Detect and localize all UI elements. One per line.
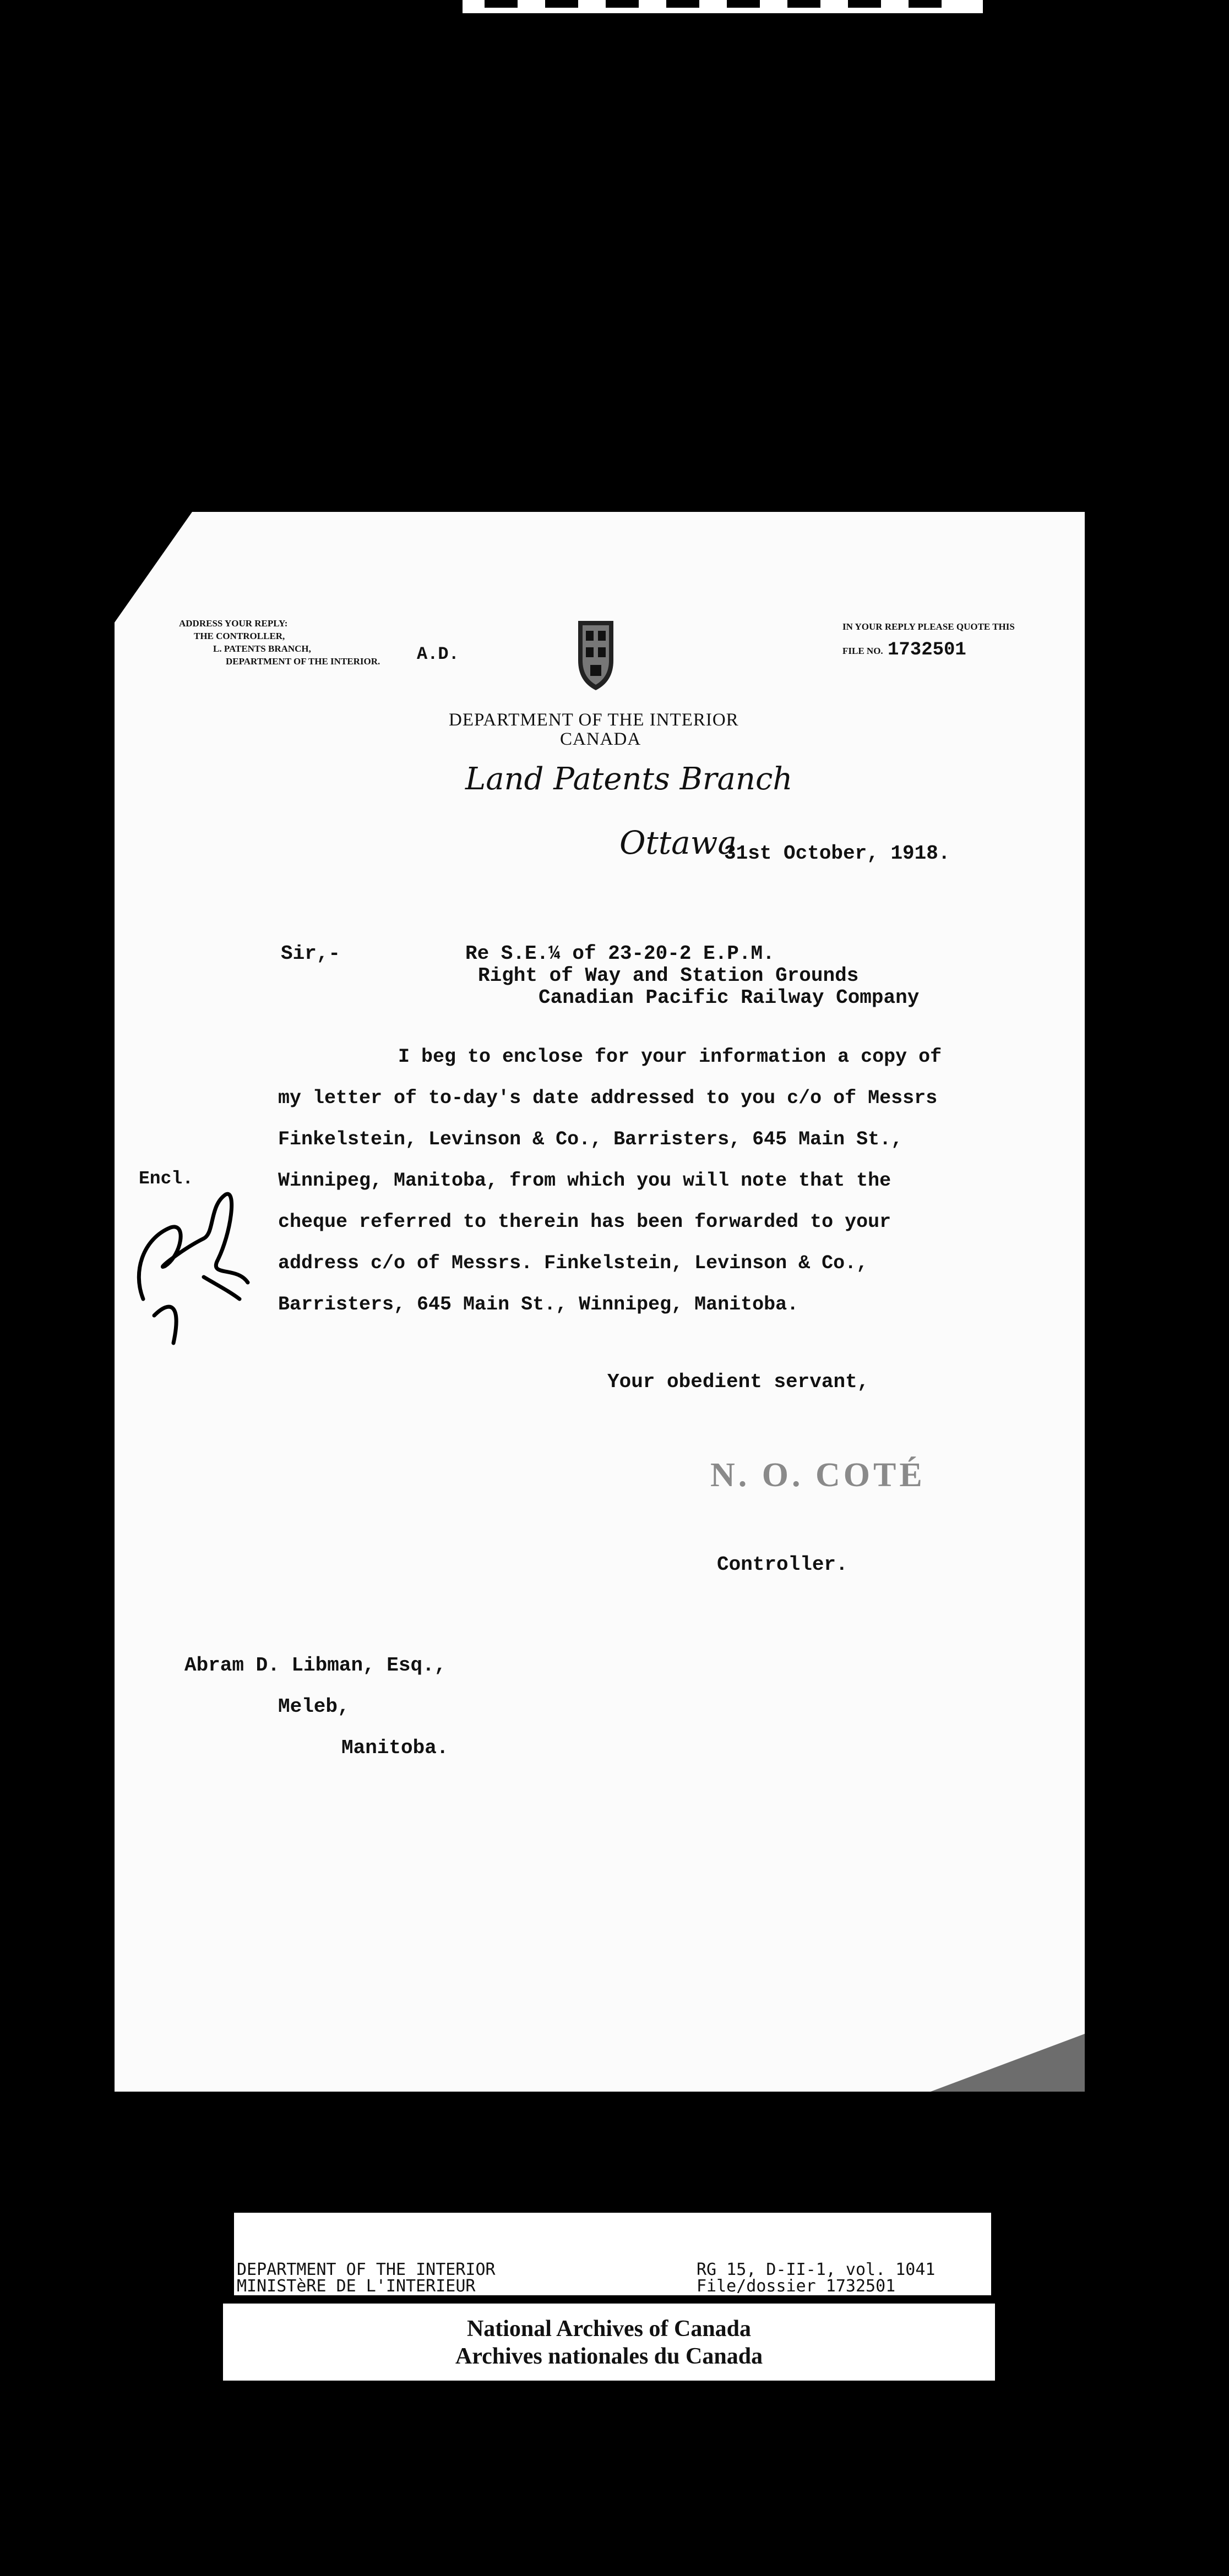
handwritten-initials — [121, 1172, 259, 1354]
archives-name-en: National Archives of Canada — [466, 2316, 752, 2342]
file-label: FILE NO. — [842, 646, 883, 656]
body-line-3: Finkelstein, Levinson & Co., Barristers, 645 Main St., — [278, 1128, 903, 1150]
signer-title: Controller. — [717, 1553, 848, 1576]
body-line-2: my letter of to-day's date addressed to you c/o of Messrs — [278, 1087, 938, 1109]
address-line-1: ADDRESS YOUR REPLY: — [179, 618, 288, 629]
body-line-4: Winnipeg, Manitoba, from which you will note that the — [278, 1170, 891, 1192]
archives-name-fr: Archives nationales du Canada — [455, 2344, 763, 2369]
place: Ottawa — [619, 824, 737, 861]
coat-of-arms-icon — [574, 616, 618, 694]
recipient-town: Meleb, — [278, 1695, 350, 1718]
salutation: Sir,- — [281, 942, 341, 965]
body-line-5: cheque referred to therein has been forwarded to your — [278, 1211, 891, 1233]
department-title: DEPARTMENT OF THE INTERIOR — [449, 710, 739, 730]
letter-date: 31st October, 1918. — [724, 842, 950, 865]
archive-dept-en: DEPARTMENT OF THE INTERIOR — [237, 2260, 496, 2279]
top-film-strip — [463, 0, 983, 13]
body-line-7: Barristers, 645 Main St., Winnipeg, Manitoba. — [278, 1294, 799, 1316]
signature-stamp: N. O. COTÉ — [710, 1456, 926, 1494]
recipient-province: Manitoba. — [341, 1737, 449, 1759]
archive-ref: RG 15, D-II-1, vol. 1041 — [697, 2260, 936, 2279]
archives-name-label — [223, 2304, 995, 2381]
body-line-1: I beg to enclose for your information a copy of — [398, 1046, 942, 1068]
archive-reference-label — [234, 2213, 991, 2295]
reference-line-1: Re S.E.¼ of 23-20-2 E.P.M. — [465, 942, 775, 965]
reference-line-3: Canadian Pacific Railway Company — [539, 986, 920, 1009]
recipient-name: Abram D. Libman, Esq., — [184, 1654, 447, 1677]
archive-file: File/dossier 1732501 — [697, 2277, 896, 2296]
enclosure-note: Encl. — [139, 1169, 194, 1189]
body-line-6: address c/o of Messrs. Finkelstein, Levinson & Co., — [278, 1252, 868, 1274]
address-line-2: THE CONTROLLER, — [194, 631, 285, 641]
quote-label: IN YOUR REPLY PLEASE QUOTE THIS — [842, 621, 1015, 632]
closing: Your obedient servant, — [607, 1371, 869, 1393]
address-line-3: L. PATENTS BRANCH, — [213, 643, 311, 654]
reference-line-2: Right of Way and Station Grounds — [478, 964, 859, 987]
address-line-4: DEPARTMENT OF THE INTERIOR. — [226, 656, 380, 667]
initials: A.D. — [417, 644, 459, 664]
country-title: CANADA — [560, 729, 641, 749]
file-number: 1732501 — [888, 640, 966, 661]
branch-title: Land Patents Branch — [465, 761, 793, 797]
archive-dept-fr: MINISTèRE DE L'INTERIEUR — [237, 2277, 476, 2296]
